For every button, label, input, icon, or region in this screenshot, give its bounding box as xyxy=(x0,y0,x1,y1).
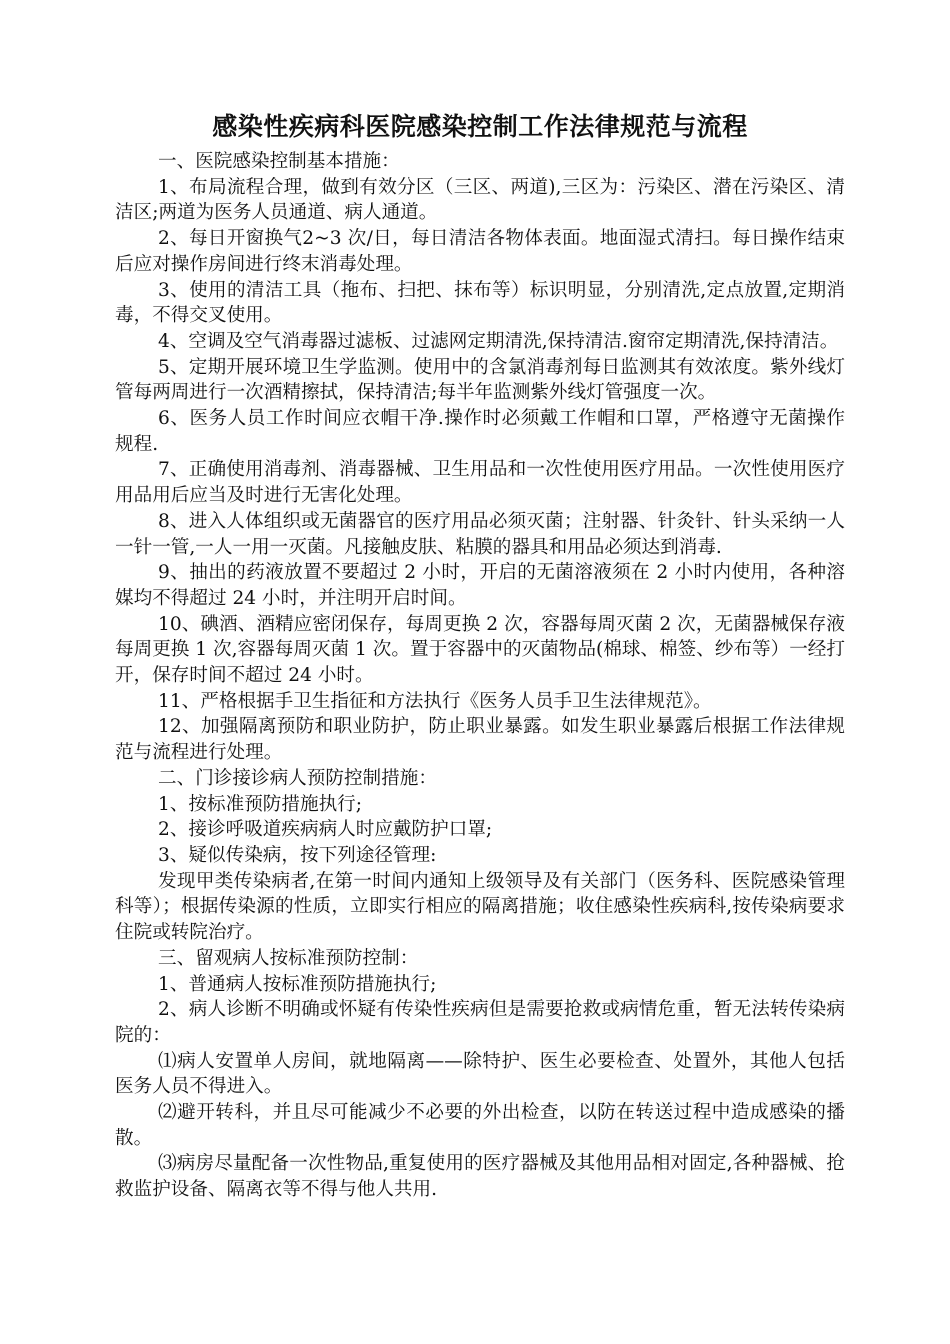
paragraph: 1、按标准预防措施执行; xyxy=(158,793,363,815)
paragraph: 10、碘酒、酒精应密闭保存，每周更换 2 次，容器每周灭菌 2 次，无菌器械保存液每周更换 1 次,容器每周灭菌 1 次。置于容器中的灭菌物品(棉球、棉签、纱布等）一经打开，保存时间不超过 24 小时。 xyxy=(115,613,845,687)
paragraph: 2、接诊呼吸道疾病病人时应戴防护口罩; xyxy=(158,819,493,841)
paragraph: ⑵避开转科，并且尽可能减少不必要的外出检查，以防在转送过程中造成感染的播散。 xyxy=(115,1102,845,1149)
section-heading-1: 一、医院感染控制基本措施： xyxy=(158,151,400,172)
document-page xyxy=(115,108,845,1203)
paragraph: 1、布局流程合理，做到有效分区（三区、两道),三区为：污染区、潜在污染区、清洁区;两道为医务人员通道、病人通道。 xyxy=(115,176,845,224)
paragraph: 11、严格根据手卫生指征和方法执行《医务人员手卫生法律规范》。 xyxy=(158,690,712,712)
paragraph: 12、加强隔离预防和职业防护，防止职业暴露。如发生职业暴露后根据工作法律规范与流程进行处理。 xyxy=(115,716,845,764)
paragraph: 6、医务人员工作时间应衣帽干净.操作时必须戴工作帽和口罩，严格遵守无菌操作规程. xyxy=(115,408,845,455)
document-title: 感染性疾病科医院感染控制工作法律规范与流程 xyxy=(212,112,748,141)
paragraph: 3、使用的清洁工具（拖布、扫把、抹布等）标识明显，分别清洗,定点放置,定期消毒，不得交叉使用。 xyxy=(115,279,845,327)
paragraph: 2、每日开窗换气2~3 次/日，每日清洁各物体表面。地面湿式清扫。每日操作结束后应对操作房间进行终末消毒处理。 xyxy=(115,228,845,275)
paragraph: 9、抽出的药液放置不要超过 2 小时，开启的无菌溶液须在 2 小时内使用，各种溶媒均不得超过 24 小时，并注明开启时间。 xyxy=(115,562,845,609)
paragraph: 2、病人诊断不明确或怀疑有传染性疾病但是需要抢救或病情危重，暂无法转传染病院的： xyxy=(115,999,845,1046)
paragraph: 8、进入人体组织或无菌器官的医疗用品必须灭菌；注射器、针灸针、针头采纳一人一针一管,一人一用一灭菌。凡接触皮肤、粘膜的器具和用品必须达到消毒. xyxy=(115,510,845,558)
paragraph: 4、空调及空气消毒器过滤板、过滤网定期清洗,保持清洁.窗帘定期清洗,保持清洁。 xyxy=(158,330,839,352)
paragraph: ⑴病人安置单人房间，就地隔离——除特护、医生必要检查、处置外，其他人包括医务人员不得进入。 xyxy=(115,1050,845,1098)
section-heading-3: 三、留观病人按标准预防控制： xyxy=(158,947,419,969)
section-heading-2: 二、门诊接诊病人预防控制措施： xyxy=(158,767,437,789)
paragraph: 发现甲类传染病者,在第一时间内通知上级领导及有关部门（医务科、医院感染管理科等）；根据传染源的性质，立即实行相应的隔离措施；收住感染性疾病科,按传染病要求住院或转院治疗。 xyxy=(115,870,845,944)
document-body xyxy=(115,149,845,1203)
paragraph: ⑶病房尽量配备一次性物品,重复使用的医疗器械及其他用品相对固定,各种器械、抢救监护设备、隔离衣等不得与他人共用. xyxy=(115,1153,845,1201)
paragraph: 3、疑似传染病，按下列途径管理: xyxy=(158,844,437,866)
paragraph: 5、定期开展环境卫生学监测。使用中的含氯消毒剂每日监测其有效浓度。紫外线灯管每两周进行一次酒精擦拭，保持清洁;每半年监测紫外线灯管强度一次。 xyxy=(115,356,845,404)
paragraph: 1、普通病人按标准预防措施执行; xyxy=(158,973,437,995)
paragraph: 7、正确使用消毒剂、消毒器械、卫生用品和一次性使用医疗用品。一次性使用医疗用品用后应当及时进行无害化处理。 xyxy=(115,459,845,507)
